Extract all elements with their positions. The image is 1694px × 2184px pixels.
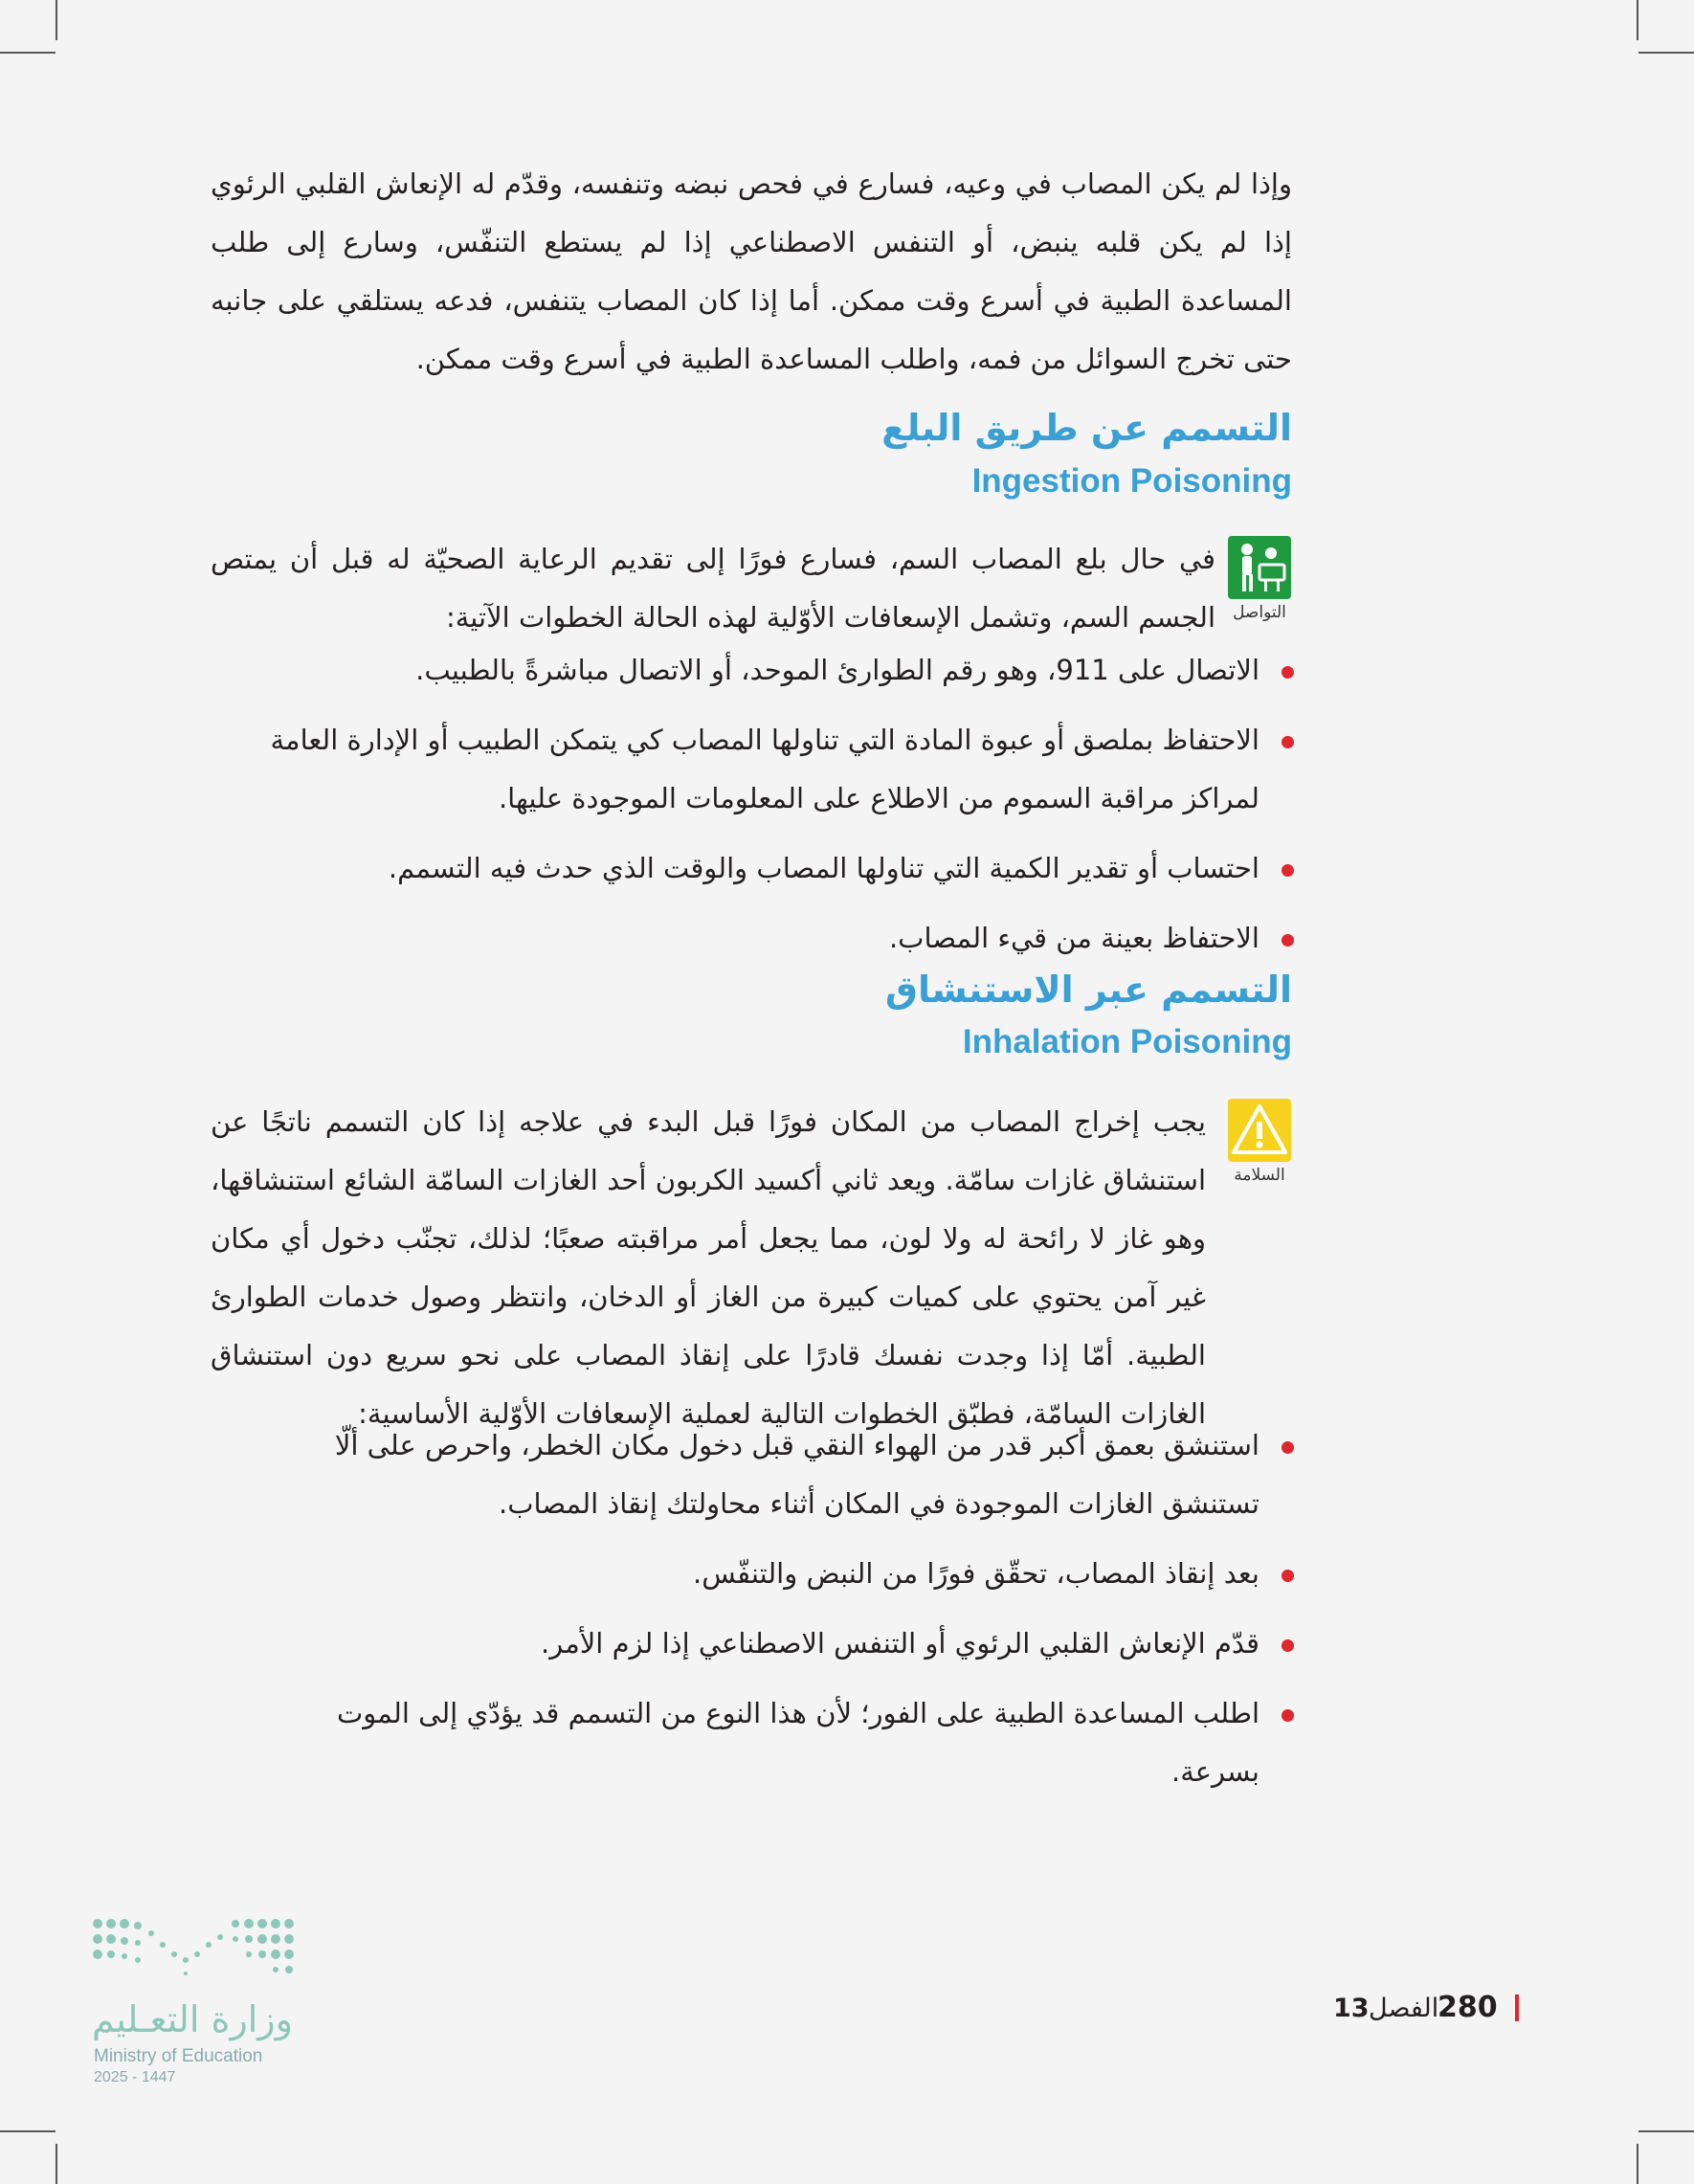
bullet-dot [1282,1570,1294,1582]
crop-mark [1637,2144,1638,2184]
bullet-dot [1282,666,1294,679]
crop-mark [0,2130,56,2132]
list-item: الاتصال على 911، وهو رقم الطوارئ الموحد، أو الاتصال مباشرةً بالطبيب. [241,641,1294,700]
inhalation-paragraph-block [211,1093,1292,1443]
bullet-dot [1282,864,1294,877]
chapter-number: 13 [1333,1994,1370,2023]
ministry-year: 2025 - 1447 [94,2069,176,2085]
list-item: احتساب أو تقدير الكمية التي تناولها المصاب والوقت الذي حدث فيه التسمم. [241,839,1294,898]
intro-paragraph: وإذا لم يكن المصاب في وعيه، فسارع في فحص نبضه وتنفسه، وقدّم له الإنعاش القلبي الرئوي إذا لم يكن قلبه ينبض، أو التنفس الاصطناعي إذا لم يستطع التنفّس، وسارع إلى طلب المساعدة الطبية في أسرع وقت ممكن. أما إذا كان المصاب يتنفس، فدعه يستلقي على جانبه حتى تخرج السوائل من فمه، واطلب المساعدة الطبية في أسرع وقت ممكن. [211,167,1292,375]
list-item: قدّم الإنعاش القلبي الرئوي أو التنفس الاصطناعي إذا لزم الأمر. [241,1615,1294,1673]
crop-mark [1638,52,1694,54]
footer-divider [1515,1995,1519,2021]
inhalation-bullet-list [241,1416,1294,1801]
warning-icon-caption: السلامة [1234,1166,1285,1185]
ingestion-paragraph-block [211,530,1215,647]
inhalation-title-en: Inhalation Poisoning [962,1023,1292,1060]
chapter-label: الفصل [1369,1994,1439,2023]
ingestion-title-en: Ingestion Poisoning [971,462,1292,500]
page-number: 280 [1438,1991,1498,2024]
crop-mark [0,52,56,54]
ingestion-paragraph: في حال بلع المصاب السم، فسارع فورًا إلى تقديم الرعاية الصحيّة له قبل أن يمتص الجسم السم، وتشمل الإسعافات الأوّلية لهذه الحالة الخطوات الآتية: [211,543,1215,634]
list-item: استنشق بعمق أكبر قدر من الهواء النقي قبل دخول مكان الخطر، واحرص على ألّا تستنشق الغازات الموجودة في المكان أثناء محاولتك إنقاذ المصاب. [241,1416,1294,1533]
crop-mark [1638,2130,1694,2132]
bullet-dot [1282,934,1294,947]
bullet-dot [1282,1441,1294,1454]
ministry-name-en: Ministry of Education [94,2046,263,2066]
list-item: الاحتفاظ بعينة من قيء المصاب. [241,909,1294,968]
ministry-name-ar: وزارة التعـليم [92,1998,294,2040]
crop-mark [1637,0,1638,40]
bullet-dot [1282,736,1294,748]
ingestion-bullet-list [241,641,1294,968]
intro-paragraph-block [211,155,1292,389]
list-item: اطلب المساعدة الطبية على الفور؛ لأن هذا النوع من التسمم قد يؤدّي إلى الموت بسرعة. [241,1684,1294,1801]
bullet-dot [1282,1639,1294,1652]
list-item: الاحتفاظ بملصق أو عبوة المادة التي تناولها المصاب كي يتمكن الطبيب أو الإدارة العامة لمراكز مراقبة السموم من الاطلاع على المعلومات الموجودة عليها. [241,711,1294,828]
ministry-logo-icon [92,1916,302,1983]
inhalation-paragraph: يجب إخراج المصاب من المكان فورًا قبل البدء في علاجه إذا كان التسمم ناتجًا عن استنشاق غازات سامّة. ويعد ثاني أكسيد الكربون أحد الغازات السامّة الشائع استنشاقها، وهو غاز لا رائحة له ولا لون، مما يجعل أمر مراقبته صعبًا؛ لذلك، تجنّب دخول أي مكان غير آمن يحتوي على كميات كبيرة من الغاز أو الدخان، وانتظر وصول خدمات الطوارئ الطبية. أمّا إذا وجدت نفسك قادرًا على إنقاذ المصاب على نحو سريع دون استنشاق الغازات السامّة، فطبّق الخطوات التالية لعملية الإسعافات الأوّلية الأساسية: [211,1105,1206,1430]
communication-icon [1228,536,1291,599]
crop-mark [56,0,57,40]
bullet-dot [1282,1709,1294,1722]
inhalation-title-ar: التسمم عبر الاستنشاق [885,969,1292,1011]
list-item: بعد إنقاذ المصاب، تحقّق فورًا من النبض والتنفّس. [241,1545,1294,1603]
crop-mark [56,2144,57,2184]
communication-icon-caption: التواصل [1233,603,1286,622]
ingestion-title-ar: التسمم عن طريق البلع [881,407,1292,449]
